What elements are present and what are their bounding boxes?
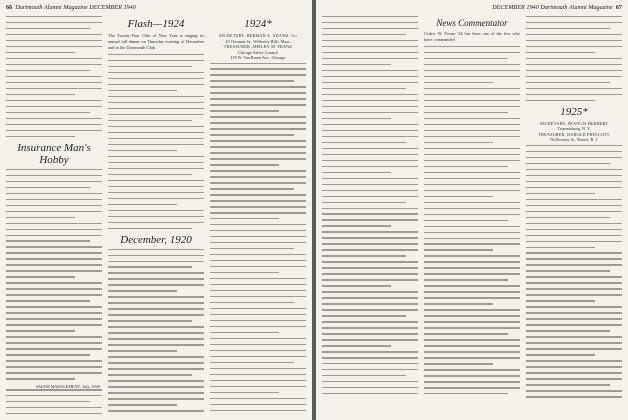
right-running-head: [322, 4, 622, 14]
text-block: [424, 46, 520, 394]
left-page: [0, 0, 312, 420]
right-column-1: [322, 16, 418, 414]
right-column-3: [526, 16, 622, 414]
text-block: [322, 16, 418, 394]
officer-line: TREASURER, HAROLD PRESCOTT: [538, 131, 610, 137]
text-block: [6, 169, 102, 380]
text-block: [526, 16, 622, 101]
right-page: [316, 0, 628, 420]
text-block: [526, 145, 622, 398]
text-block: [108, 54, 204, 229]
intro-paragraph: The Twenty-Four Club of New York is staging its annual fall dinner on Thursday evening of December and in the Dartmouth Club.: [108, 33, 204, 50]
officer-line: TREASURER, SHELBY M. FRANZ: [223, 44, 293, 49]
text-block: [210, 63, 306, 415]
text-block: [6, 16, 102, 137]
class-officers: [526, 121, 622, 143]
section-heading: 1925*: [560, 105, 588, 118]
text-block: [108, 249, 204, 414]
section-heading: 1924*: [244, 18, 272, 30]
left-column-1: [6, 16, 102, 414]
left-running-head: [6, 4, 306, 14]
class-officers: [210, 33, 306, 61]
officer-line: 45 Chestnut St., Wellesley Hills, Mass.: [225, 38, 291, 44]
officer-line: 76 Downey St., Bristol, R. I.: [550, 137, 598, 143]
section-heading: News Commentator: [436, 18, 508, 28]
left-column-2: [108, 16, 204, 414]
officer-line: Trumansburg, N. Y.: [557, 126, 591, 132]
left-page-number: 66: [6, 4, 13, 11]
text-block: [6, 389, 102, 414]
intro-paragraph: Cedric W. Foster '24 has been one of the few who have commanded: [424, 31, 520, 42]
right-page-number: 67: [615, 4, 622, 11]
left-running-title: Dartmouth Alumni Magazine DECEMBER 1940: [15, 4, 136, 11]
right-running-title: DECEMBER 1940 Dartmouth Alumni Magazine: [492, 4, 613, 11]
officer-line: Chicago Safety Council: [237, 49, 278, 55]
officer-line: SECRETARY, HERMAN A. ADAMS, 1st: [218, 33, 298, 38]
officer-line: SECRETARY, FRANCIS HERBERT: [539, 120, 609, 126]
left-column-3: [210, 16, 306, 414]
right-column-2: [424, 16, 520, 414]
section-heading: Flash—1924: [127, 18, 185, 30]
section-heading: December, 1920: [120, 233, 192, 246]
section-heading: Insurance Man's Hobby: [17, 141, 91, 166]
article-source: SALEM MANAGEMENT, July, 1940: [35, 384, 100, 390]
officer-line: 155 W. Van Buren Ave., Chicago: [230, 55, 286, 60]
